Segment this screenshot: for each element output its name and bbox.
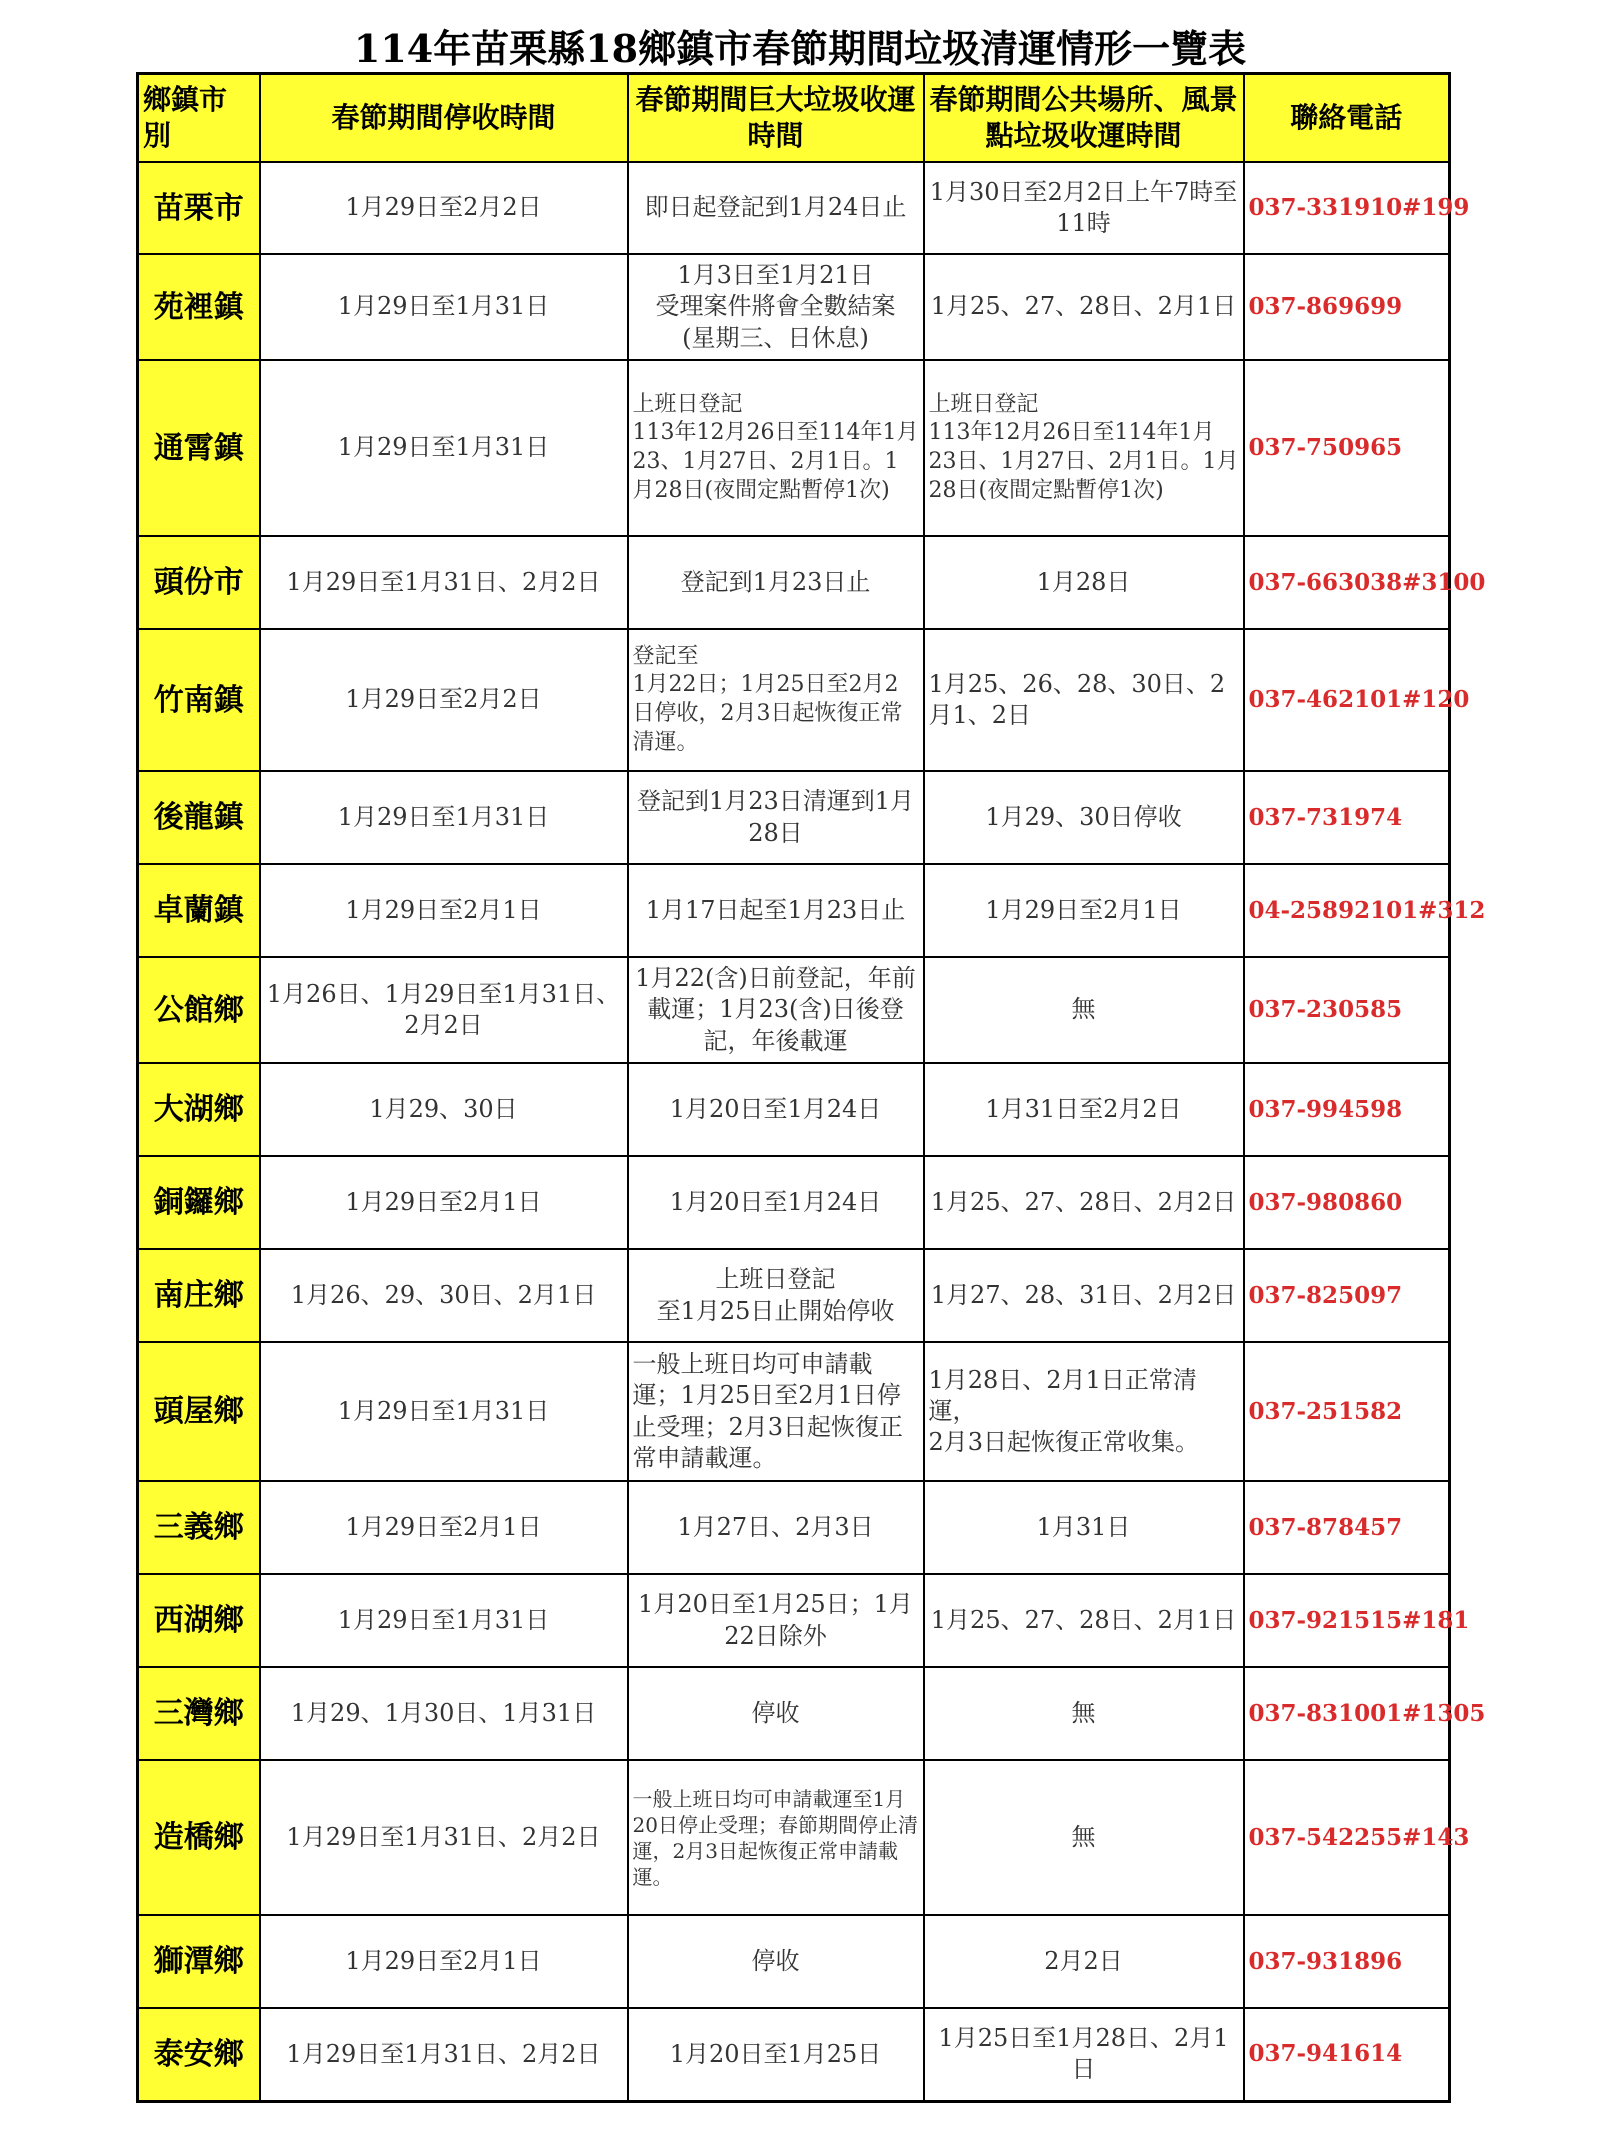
- public-places-time: 1月29日至2月1日: [924, 864, 1244, 957]
- header-bulky-waste: 春節期間巨大垃圾收運時間: [628, 74, 924, 163]
- stop-time: 1月29日至1月31日: [260, 771, 628, 864]
- bulky-waste-time: 停收: [628, 1667, 924, 1760]
- stop-time: 1月29日至2月1日: [260, 1481, 628, 1574]
- contact-phone: 037-663038#3100: [1244, 536, 1450, 629]
- contact-phone: 037-878457: [1244, 1481, 1450, 1574]
- town-name: 造橋鄉: [138, 1760, 260, 1915]
- public-places-time: 1月28日: [924, 536, 1244, 629]
- bulky-waste-time: 1月3日至1月21日 受理案件將會全數結案 (星期三、日休息): [628, 254, 924, 360]
- table-row: [138, 1063, 1450, 1156]
- stop-time: 1月29日至1月31日、2月2日: [260, 536, 628, 629]
- public-places-time: 無: [924, 1667, 1244, 1760]
- public-places-time: 1月31日: [924, 1481, 1244, 1574]
- public-places-time: 1月25、27、28日、2月2日: [924, 1156, 1244, 1249]
- bulky-waste-time: 1月27日、2月3日: [628, 1481, 924, 1574]
- town-name: 三義鄉: [138, 1481, 260, 1574]
- public-places-time: 1月29、30日停收: [924, 771, 1244, 864]
- public-places-time: 無: [924, 1760, 1244, 1915]
- header-stop-time: 春節期間停收時間: [260, 74, 628, 163]
- contact-phone: 04-25892101#312: [1244, 864, 1450, 957]
- town-name: 西湖鄉: [138, 1574, 260, 1667]
- contact-phone: 037-331910#199: [1244, 162, 1450, 254]
- bulky-waste-time: 上班日登記 至1月25日止開始停收: [628, 1249, 924, 1342]
- town-name: 三灣鄉: [138, 1667, 260, 1760]
- stop-time: 1月29日至2月1日: [260, 1156, 628, 1249]
- contact-phone: 037-750965: [1244, 360, 1450, 536]
- table-row: [138, 1915, 1450, 2008]
- bulky-waste-time: 登記到1月23日清運到1月28日: [628, 771, 924, 864]
- table-row: [138, 536, 1450, 629]
- table-row: [138, 360, 1450, 536]
- bulky-waste-time: 1月20日至1月24日: [628, 1156, 924, 1249]
- stop-time: 1月26日、1月29日至1月31日、2月2日: [260, 957, 628, 1063]
- contact-phone: 037-980860: [1244, 1156, 1450, 1249]
- contact-phone: 037-731974: [1244, 771, 1450, 864]
- town-name: 通霄鎮: [138, 360, 260, 536]
- town-name: 泰安鄉: [138, 2008, 260, 2101]
- contact-phone: 037-230585: [1244, 957, 1450, 1063]
- public-places-time: 上班日登記 113年12月26日至114年1月23日、1月27日、2月1日。1月28日(夜間定點暫停1次): [924, 360, 1244, 536]
- town-name: 銅鑼鄉: [138, 1156, 260, 1249]
- public-places-time: 2月2日: [924, 1915, 1244, 2008]
- stop-time: 1月29日至2月2日: [260, 162, 628, 254]
- bulky-waste-time: 停收: [628, 1915, 924, 2008]
- town-name: 卓蘭鎮: [138, 864, 260, 957]
- header-town: 鄉鎮市別: [138, 74, 260, 163]
- bulky-waste-time: 登記至 1月22日；1月25日至2月2日停收，2月3日起恢復正常清運。: [628, 629, 924, 771]
- contact-phone: 037-941614: [1244, 2008, 1450, 2101]
- table-row: [138, 771, 1450, 864]
- town-name: 苑裡鎮: [138, 254, 260, 360]
- stop-time: 1月29日至2月2日: [260, 629, 628, 771]
- table-row: [138, 629, 1450, 771]
- header-phone: 聯絡電話: [1244, 74, 1450, 163]
- town-name: 獅潭鄉: [138, 1915, 260, 2008]
- contact-phone: 037-462101#120: [1244, 629, 1450, 771]
- table-row: [138, 254, 1450, 360]
- stop-time: 1月29、1月30日、1月31日: [260, 1667, 628, 1760]
- table-row: [138, 162, 1450, 254]
- town-name: 南庄鄉: [138, 1249, 260, 1342]
- stop-time: 1月29日至2月1日: [260, 1915, 628, 2008]
- stop-time: 1月29日至1月31日: [260, 360, 628, 536]
- table-row: [138, 957, 1450, 1063]
- contact-phone: 037-931896: [1244, 1915, 1450, 2008]
- stop-time: 1月29日至1月31日: [260, 1574, 628, 1667]
- bulky-waste-time: 1月20日至1月25日: [628, 2008, 924, 2101]
- bulky-waste-time: 1月20日至1月24日: [628, 1063, 924, 1156]
- public-places-time: 1月25、27、28日、2月1日: [924, 1574, 1244, 1667]
- contact-phone: 037-542255#143: [1244, 1760, 1450, 1915]
- table-row: [138, 2008, 1450, 2101]
- bulky-waste-time: 即日起登記到1月24日止: [628, 162, 924, 254]
- bulky-waste-time: 一般上班日均可申請載運至1月20日停止受理；春節期間停止清運，2月3日起恢復正常申請載運。: [628, 1760, 924, 1915]
- bulky-waste-time: 一般上班日均可申請載運；1月25日至2月1日停止受理；2月3日起恢復正常申請載運。: [628, 1342, 924, 1481]
- bulky-waste-time: 登記到1月23日止: [628, 536, 924, 629]
- town-name: 苗栗市: [138, 162, 260, 254]
- town-name: 後龍鎮: [138, 771, 260, 864]
- contact-phone: 037-251582: [1244, 1342, 1450, 1481]
- garbage-schedule-table: [136, 72, 1486, 2103]
- bulky-waste-time: 1月22(含)日前登記，年前載運；1月23(含)日後登記，年後載運: [628, 957, 924, 1063]
- contact-phone: 037-825097: [1244, 1249, 1450, 1342]
- stop-time: 1月29日至1月31日、2月2日: [260, 2008, 628, 2101]
- contact-phone: 037-994598: [1244, 1063, 1450, 1156]
- table-row: [138, 1249, 1450, 1342]
- town-name: 頭份市: [138, 536, 260, 629]
- town-name: 頭屋鄉: [138, 1342, 260, 1481]
- stop-time: 1月29日至1月31日: [260, 1342, 628, 1481]
- public-places-time: 1月25、27、28日、2月1日: [924, 254, 1244, 360]
- table-header-row: [138, 74, 1450, 163]
- town-name: 公館鄉: [138, 957, 260, 1063]
- town-name: 竹南鎮: [138, 629, 260, 771]
- town-name: 大湖鄉: [138, 1063, 260, 1156]
- bulky-waste-time: 上班日登記 113年12月26日至114年1月23、1月27日、2月1日。1月28日(夜間定點暫停1次): [628, 360, 924, 536]
- stop-time: 1月29日至2月1日: [260, 864, 628, 957]
- contact-phone: 037-831001#1305: [1244, 1667, 1450, 1760]
- contact-phone: 037-921515#181: [1244, 1574, 1450, 1667]
- bulky-waste-time: 1月20日至1月25日；1月22日除外: [628, 1574, 924, 1667]
- header-public-places: 春節期間公共場所、風景點垃圾收運時間: [924, 74, 1244, 163]
- stop-time: 1月29日至1月31日: [260, 254, 628, 360]
- table-row: [138, 1760, 1450, 1915]
- stop-time: 1月29、30日: [260, 1063, 628, 1156]
- bulky-waste-time: 1月17日起至1月23日止: [628, 864, 924, 957]
- public-places-time: 1月31日至2月2日: [924, 1063, 1244, 1156]
- table-row: [138, 1574, 1450, 1667]
- public-places-time: 1月27、28、31日、2月2日: [924, 1249, 1244, 1342]
- stop-time: 1月29日至1月31日、2月2日: [260, 1760, 628, 1915]
- table-row: [138, 1667, 1450, 1760]
- table-row: [138, 1481, 1450, 1574]
- public-places-time: 1月25日至1月28日、2月1日: [924, 2008, 1244, 2101]
- table-row: [138, 1342, 1450, 1481]
- public-places-time: 1月30日至2月2日上午7時至11時: [924, 162, 1244, 254]
- table-row: [138, 864, 1450, 957]
- stop-time: 1月26、29、30日、2月1日: [260, 1249, 628, 1342]
- public-places-time: 1月28日、2月1日正常清運， 2月3日起恢復正常收集。: [924, 1342, 1244, 1481]
- public-places-time: 1月25、26、28、30日、2月1、2日: [924, 629, 1244, 771]
- table-row: [138, 1156, 1450, 1249]
- page-title: 114年苗栗縣18鄉鎮市春節期間垃圾清運情形一覽表: [353, 26, 1247, 71]
- contact-phone: 037-869699: [1244, 254, 1450, 360]
- public-places-time: 無: [924, 957, 1244, 1063]
